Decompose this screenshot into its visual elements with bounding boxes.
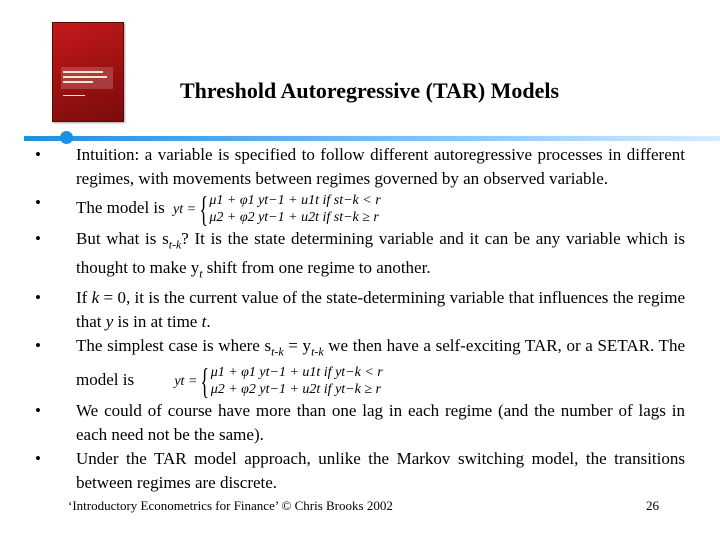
title-divider: [24, 136, 720, 141]
bullet-dot: •: [35, 229, 41, 248]
book-cover-author-line: [63, 95, 85, 96]
book-cover-title-line: [63, 81, 93, 83]
book-cover-title-line: [63, 76, 107, 78]
page-number: 26: [646, 498, 659, 513]
bullet-setar: • The simplest case is where $s_{t-k} = y_{t-k}$ we then have a self-exciting TAR, or a SETAR. The model is yt ={μ1 + φ1 yt−1 + u1t if yt−k < r μ2 + φ2 yt−1 + u2t if yt−k ≥ r: [28, 334, 685, 399]
bullet-state-variable: • But what is $s_{t-k}$? It is the state determining variable and it can be any variable which is thought to make $y_t$ shift from one regime to another.: [28, 227, 685, 286]
bullet-dot: •: [35, 287, 41, 307]
bullet-intuition: • Intuition: a variable is specified to follow different autoregressive processes in different regimes, with movements between regimes governed by an observed variable.: [28, 143, 685, 191]
bullet-model: • The model is yt ={μ1 + φ1 yt−1 + u1t if st−k < r μ2 + φ2 yt−1 + u2t if st−k ≥ r: [28, 191, 685, 227]
bullet-multiple-lags: • We could of course have more than one lag in each regime (and the number of lags in each need not be the same).: [28, 399, 685, 447]
bullet-dot: •: [35, 193, 41, 212]
tar-model-formula: yt ={μ1 + φ1 yt−1 + u1t if st−k < r μ2 + φ2 yt−1 + u2t if st−k ≥ r: [173, 189, 381, 229]
bullet-transitions: • Under the TAR model approach, unlike the Markov switching model, the transitions between regimes are discrete.: [28, 447, 685, 495]
bullet-dot: •: [35, 335, 41, 355]
book-cover-title-line: [63, 71, 103, 73]
bullet-dot: •: [35, 145, 41, 164]
bullet-dot: •: [35, 449, 41, 469]
book-cover-image: [52, 22, 124, 122]
bullet-list: [28, 143, 685, 495]
slide-title: Threshold Autoregressive (TAR) Models: [180, 78, 560, 103]
bullet-k-zero: • If k = 0, it is the current value of the state-determining variable that influences the regime that y is in at time t.: [28, 286, 685, 334]
bullet-dot: •: [35, 401, 41, 421]
setar-model-formula: yt ={μ1 + φ1 yt−1 + u1t if yt−k < r μ2 + φ2 yt−1 + u2t if yt−k ≥ r: [174, 361, 383, 402]
footer-citation: ‘Introductory Econometrics for Finance’ © Chris Brooks 2002: [68, 498, 393, 513]
